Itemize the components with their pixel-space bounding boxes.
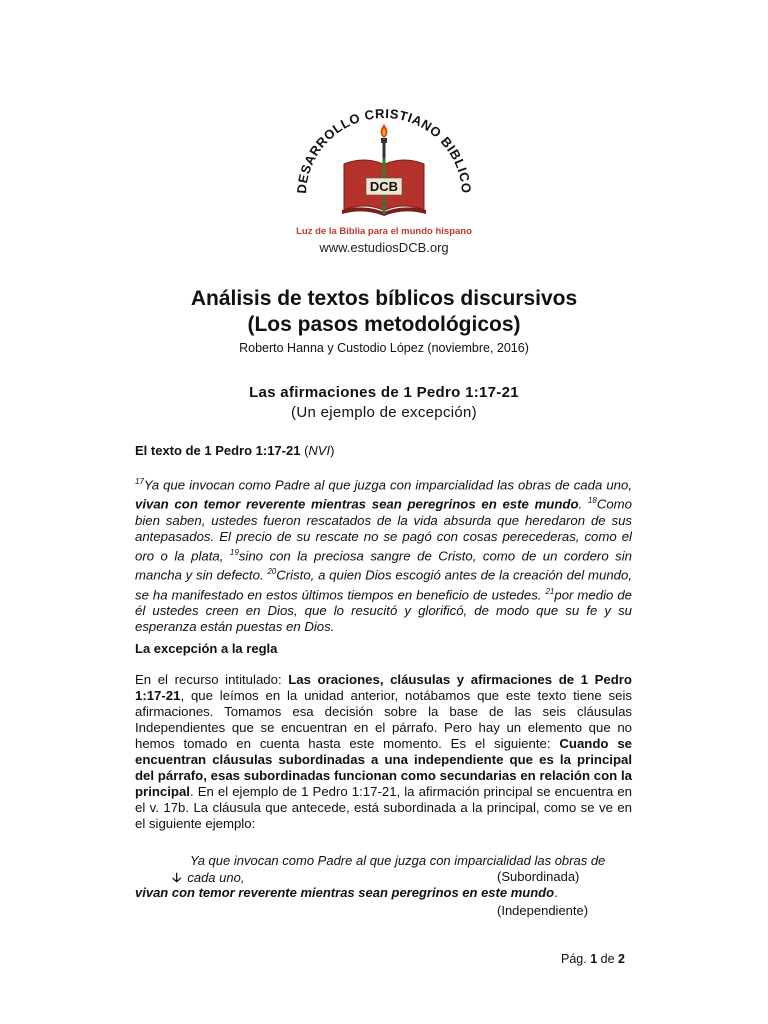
dcb-logo xyxy=(284,98,484,238)
bible-passage: $^{17}$Ya que invocan como Padre al que juzga con imparcialidad las obras de cada uno, vivan con temor reverente mientras sean peregrinos en este mundo. $^{18}$Como bien saben, ustedes fueron rescatados de la vida absurda que heredaron de sus antepasados. El precio de su rescate no se pagó con cosas perecederas, como el oro o la plata, $^{19}$sino con la preciosa sangre de Cristo, como de un cordero sin mancha y sin defecto. $^{20}$Cristo, a quien Dios escogió antes de la creación del mundo, se ha manifestado en estos últimos tiempos en beneficio de ustedes. $^{21}$por medio de él ustedes creen en Dios, que lo resucitó y glorificó, de modo que su fe y su esperanza están puestas en Dios. xyxy=(135,477,633,634)
subtitle-secondary: (Un ejemplo de excepción) xyxy=(291,404,477,421)
verse-number: 18 xyxy=(587,496,597,506)
verse-number: 20 xyxy=(267,567,277,577)
example-independent: vivan con temor reverente mientras sean peregrinos en este mundo. xyxy=(135,885,558,900)
body-paragraph: En el recurso intitulado: Las oraciones, cláusulas y afirmaciones de 1 Pedro 1:17-21, que leímos en la unidad anterior, notábamos que este texto tiene seis afirmaciones. Tomamos esa decisión sobre la base de las seis cláusulas Independientes que se encuentran en el párrafo. Pero hay un elemento que no hemos tomado en cuenta hasta este momento. Es el siguiente: Cuando se encuentran cláusulas subordinadas a una independiente que es la principal del párrafo, esas subordinadas funcionan como secundarias en relación con la principal. En el ejemplo de 1 Pedro 1:17-21, la afirmación principal se encuentra en el v. 17b. La cláusula que antecede, está subordinada a la principal, como se ve en el siguiente ejemplo: xyxy=(135,672,632,831)
verse-number: 21 xyxy=(545,586,555,596)
document-title-line2: (Los pasos metodológicos) xyxy=(247,313,521,336)
example-subordinate-line1: Ya que invocan como Padre al que juzga con imparcialidad las obras de xyxy=(190,853,606,868)
label-subordinate: (Subordinada) xyxy=(497,869,580,884)
torch-icon xyxy=(381,124,388,163)
document-title-line1: Análisis de textos bíblicos discursivos xyxy=(190,287,578,310)
verse-number: 19 xyxy=(229,547,239,557)
verse-number: 17 xyxy=(135,477,144,486)
section-heading-exception: La excepción a la regla xyxy=(135,641,278,656)
website-url: www.estudiosDCB.org xyxy=(319,240,449,255)
example-subordinate-line2: 🡣 cada uno, xyxy=(172,870,245,885)
bible-book-icon xyxy=(342,158,426,216)
resource-title: Las oraciones, cláusulas y afirmaciones de 1 Pedro 1:17-21 xyxy=(135,672,632,703)
page-number: Pág. 1 de 2 xyxy=(561,952,625,966)
label-independent: (Independiente) xyxy=(497,903,589,918)
main-clause: vivan con temor reverente mientras sean peregrinos en este mundo xyxy=(135,496,579,512)
logo-arc-text: DESARROLLO CRISTIANO BIBLICO xyxy=(293,105,475,195)
section-heading-text: El texto de 1 Pedro 1:17-21 (NVI) xyxy=(135,443,335,458)
subtitle: Las afirmaciones de 1 Pedro 1:17-21 xyxy=(249,384,519,401)
logo-center-text: DCB xyxy=(369,179,399,194)
logo-tagline: Luz de la Biblia para el mundo hispano xyxy=(296,226,472,237)
authors-line: Roberto Hanna y Custodio López (noviembre, 2016) xyxy=(239,341,529,355)
down-arrow-icon: 🡣 xyxy=(172,870,182,885)
key-rule: Cuando se encuentran cláusulas subordinadas a una independiente que es la principal del párrafo, esas subordinadas funcionan como secundarias en relación con la principal xyxy=(135,736,632,799)
bible-version: NVI xyxy=(308,443,331,458)
